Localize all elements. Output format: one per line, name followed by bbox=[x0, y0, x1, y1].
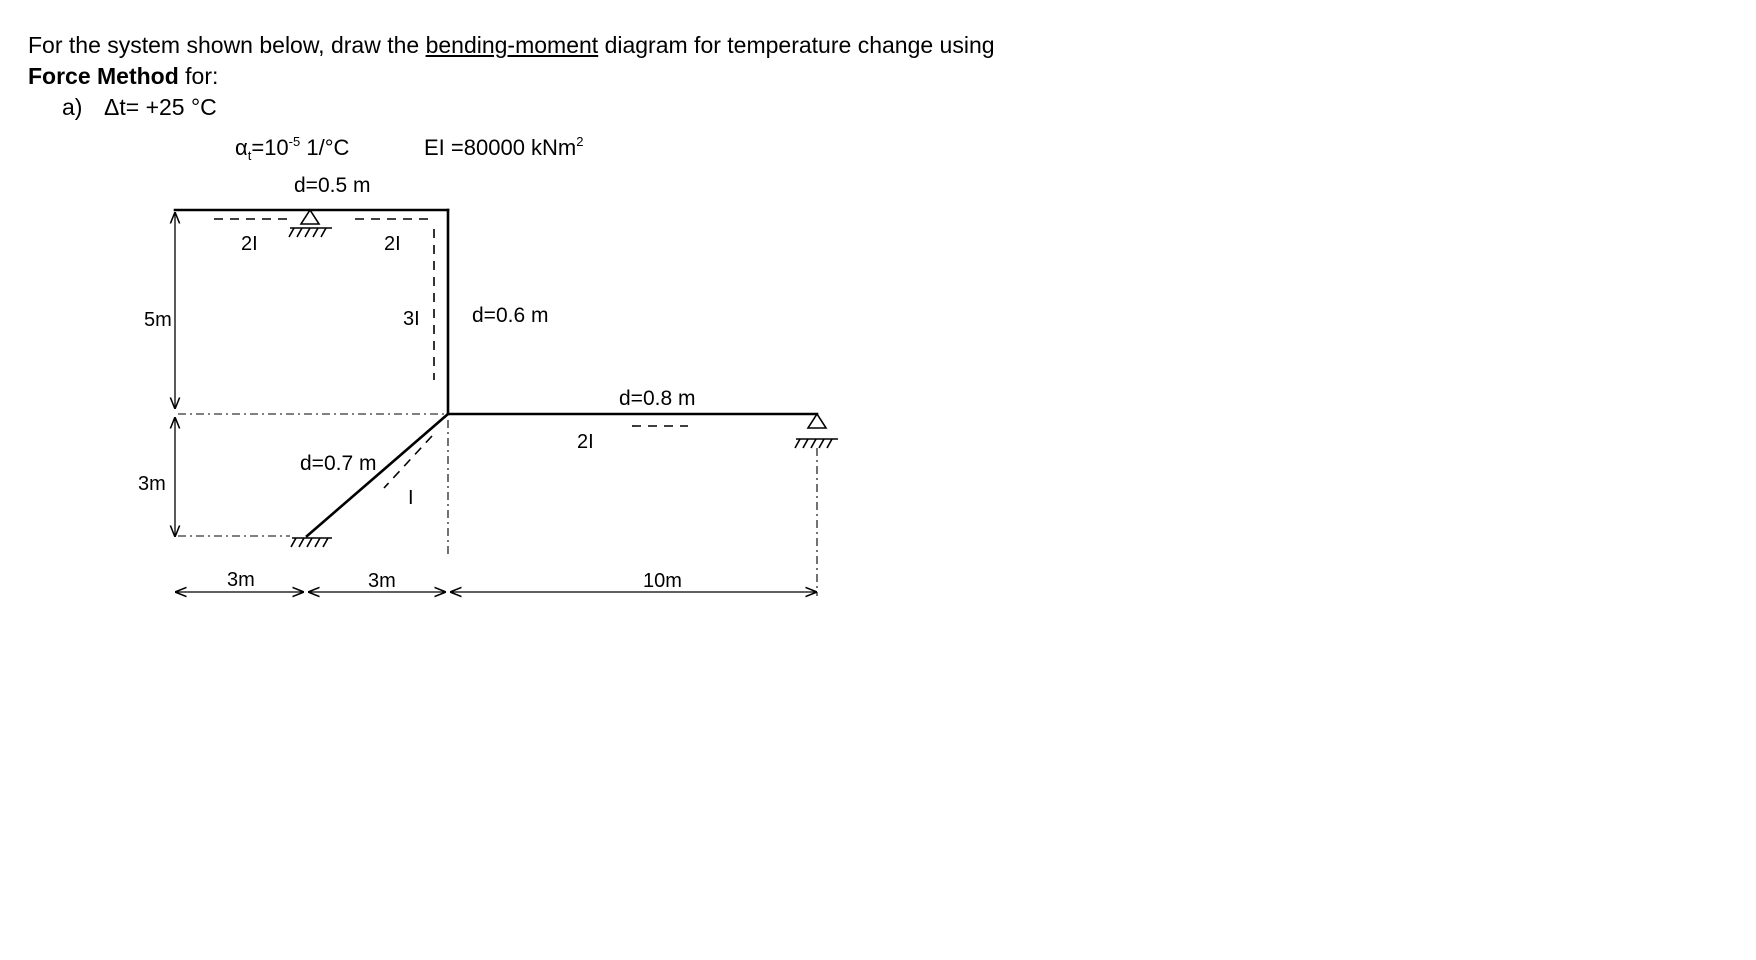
dim-10m-label: 10m bbox=[643, 570, 682, 592]
dashed-fibre-lines bbox=[214, 219, 688, 488]
top-right-inertia-label: 2I bbox=[384, 233, 401, 255]
frame-members bbox=[175, 210, 817, 536]
incline-inertia-label: I bbox=[408, 487, 414, 509]
incline-depth-label: d=0.7 m bbox=[300, 452, 377, 475]
reference-lines bbox=[178, 414, 817, 596]
right-column-depth-label: d=0.6 m bbox=[472, 304, 549, 327]
stiffness-label: EI =80000 kNm$^2$ bbox=[424, 134, 584, 160]
thermal-coefficient-label: $\alpha_t=10^{-5}$ 1/°C bbox=[235, 134, 350, 163]
base-fixed-support bbox=[291, 538, 332, 547]
top-left-inertia-label: 2I bbox=[241, 233, 258, 255]
force-method-term: Force Method bbox=[28, 63, 179, 89]
column-inertia-label: 3I bbox=[403, 308, 420, 330]
part-a-label: a) bbox=[62, 94, 83, 120]
dim-3m-mid-label: 3m bbox=[368, 570, 396, 592]
problem-line-2-end: for: bbox=[178, 63, 219, 89]
top-pin-support bbox=[289, 210, 332, 237]
problem-line-1-start: For the system shown below, draw the bbox=[28, 32, 426, 58]
dim-3m-vertical-label: 3m bbox=[138, 473, 166, 495]
dim-5m-label: 5m bbox=[144, 309, 172, 331]
inclined-member bbox=[307, 414, 448, 536]
dimension-lines bbox=[175, 212, 817, 592]
top-depth-label: d=0.5 m bbox=[294, 174, 371, 197]
problem-line-1-end: diagram for temperature change using bbox=[598, 32, 995, 58]
right-beam-depth-label: d=0.8 m bbox=[619, 387, 696, 410]
right-pin-support bbox=[795, 414, 838, 448]
part-a-text: Δt= +25 °C bbox=[104, 94, 217, 120]
right-beam-inertia-label: 2I bbox=[577, 431, 594, 453]
dim-3m-left-label: 3m bbox=[227, 569, 255, 591]
bending-moment-term: bending-moment bbox=[425, 32, 599, 58]
